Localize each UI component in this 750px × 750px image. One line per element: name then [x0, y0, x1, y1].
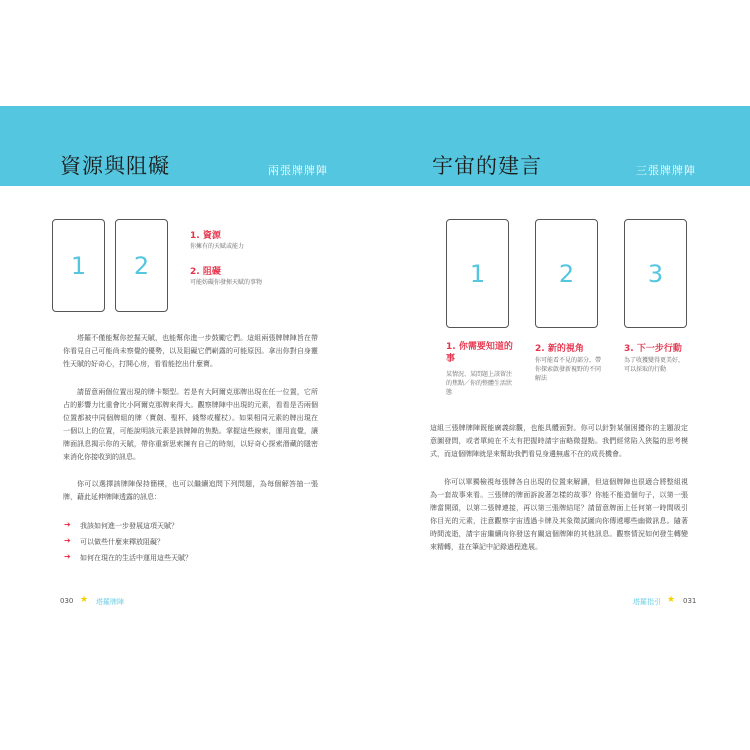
- card-number: 2: [133, 251, 150, 280]
- arrow-icon: ➔: [64, 536, 71, 545]
- left-label-2-title: 2. 阻礙: [190, 267, 221, 277]
- right-label-2-title: 2. 新的視角: [535, 344, 584, 354]
- star-icon: ★: [80, 595, 89, 605]
- left-card-1: [52, 219, 105, 312]
- left-paragraph-3: 你可以選擇該牌陣保持簡樸，也可以繼續追問下列問題，為每個解答抽一張牌，藉此延伸牌陣透露的訊息：: [63, 480, 318, 501]
- left-label-1-title: 1. 資源: [190, 231, 221, 241]
- left-card-2: [115, 219, 168, 312]
- card-number: 2: [558, 259, 575, 288]
- question-2: 可以做些什麼來釋放阻礙？: [80, 538, 164, 546]
- star-icon: ★: [667, 595, 676, 605]
- right-label-3-desc: 為了收獲變得更美好，可以採取的行動: [624, 357, 685, 373]
- right-card-2: [535, 219, 598, 328]
- arrow-icon: ➔: [64, 520, 71, 529]
- left-label-1-desc: 你擁有的天賦或能力: [190, 243, 245, 250]
- left-running-footer: 塔羅牌陣: [96, 598, 124, 606]
- right-label-3-title: 3. 下一步行動: [624, 344, 682, 354]
- card-number: 1: [70, 251, 87, 280]
- right-page-title: 宇宙的建言: [432, 154, 542, 178]
- right-label-1-desc: 某情況、某問題上該留注的焦點／你的整體生活狀態: [446, 371, 513, 396]
- right-card-1: [446, 219, 509, 328]
- card-number: 3: [647, 259, 664, 288]
- left-page-number: 030: [60, 597, 74, 605]
- right-running-footer: 塔羅指引: [633, 598, 661, 606]
- right-page-subtitle: 三張牌牌陣: [636, 164, 696, 177]
- right-paragraph-2: 你可以單獨檢視每張牌各自出現的位置來解讀，但這個牌陣也很適合將整組視為一套故事來看。三張牌的牌面訴說著怎樣的故事？你能不能造個句子，以第一張牌當開頭，以第二張牌連接，再以第三張牌結尾？請留意牌面上任何第一時間吸引你目光的元素，注意觀察宇宙透過卡牌及其象徵試圖向你傳遞哪些幽微訊息。隨著時間流逝，請宇宙繼續向你發送有關這個牌陣的其他訊息。觀察情況如何發生轉變來精轉，並在筆記中記錄過程進展。: [430, 478, 688, 551]
- question-1: 我該如何進一步發展這項天賦？: [80, 522, 178, 530]
- left-page-subtitle: 兩張牌牌陣: [268, 164, 328, 177]
- right-label-2-desc: 你可能看不見的部分，帶你探索啟發新視野的不同解法: [535, 357, 602, 382]
- right-label-1-title: 1. 你需要知道的事: [446, 342, 513, 364]
- right-card-3: [624, 219, 687, 328]
- question-3: 如何在現在的生活中運用這些天賦？: [80, 554, 192, 562]
- right-page-number: 031: [683, 597, 697, 605]
- left-paragraph-2: 請留意兩個位置出現的牌卡類型。若是有大阿爾克那牌出現在任一位置，它所占的影響力比重會比小阿爾克那牌來得大。觀察牌陣中出現的元素，看看是否兩個位置都被中同個牌組的牌（寶劍、聖杯、錢幣或權杖）。如果相同元素的牌出現在一個以上的位置，可能說明該元素是該牌陣的焦點。掌握這些線索，運用直覺，讓牌面訊息揭示你的天賦，帶你重新思索擁有自己的時刻，以好奇心探索潛藏的隱密來消化你接收到的訊息。: [63, 388, 318, 461]
- left-label-2-desc: 可能妨礙你發揮天賦的事物: [190, 279, 263, 286]
- right-paragraph-1: 這組三張牌牌陣既能廣義綜觀，也能具體面對。你可以針對某個困擾你的主題設定意圖發問，或者單純在不太有把握時請宇宙略微提點。我們經常陷入狹隘的思考模式，而這個牌陣就是來幫助我們看見身邊無處不在的成長機會。: [430, 424, 688, 458]
- left-paragraph-1: 塔羅不僅能幫你挖掘天賦，也能幫你進一步鼓勵它們。這組兩張牌牌陣旨在帶你看見自己可能尚未察覺的優勢，以及阻礙它們嶄露的可能原因。拿出你對自身靈性天賦的好奇心，打開心房，看看能挖出什麼寶。: [63, 334, 318, 368]
- left-page-title: 資源與阻礙: [60, 154, 170, 178]
- arrow-icon: ➔: [64, 552, 71, 561]
- card-number: 1: [469, 259, 486, 288]
